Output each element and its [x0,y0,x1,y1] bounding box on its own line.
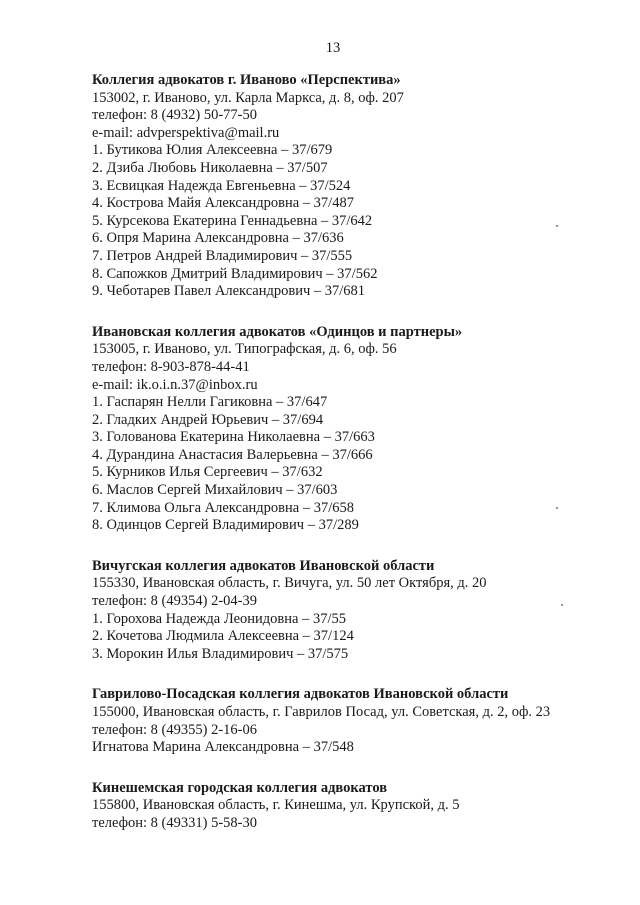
org-title: Ивановская коллегия адвокатов «Одинцов и партнеры» [92,323,463,340]
org-phone: телефон: 8-903-878-44-41 [92,358,250,375]
org-section [92,558,622,664]
page-number: 13 [325,40,341,56]
org-title: Вичугская коллегия адвокатов Ивановской области [92,557,435,574]
member-item: 1. Гаспарян Нелли Гагиковна – 37/647 [92,394,328,411]
member-item: 5. Курсекова Екатерина Геннадьевна – 37/642 [92,212,373,229]
scan-speck [556,225,558,227]
member-item: 3. Есвицкая Надежда Евгеньевна – 37/524 [92,177,351,194]
member-item: 2. Дзиба Любовь Николаевна – 37/507 [92,159,328,176]
member-item: 3. Голованова Екатерина Николаевна – 37/663 [92,429,375,446]
member-item: 4. Кострова Майя Александровна – 37/487 [92,195,354,212]
member-item: 6. Опря Марина Александровна – 37/636 [92,230,344,247]
member-item: 7. Петров Андрей Владимирович – 37/555 [92,247,353,264]
member-item: 9. Чеботарев Павел Александрович – 37/681 [92,283,366,300]
org-email: e-mail: ik.o.i.n.37@inbox.ru [92,376,258,393]
member-item: 2. Гладких Андрей Юрьевич – 37/694 [92,411,324,428]
org-title: Кинешемская городская коллегия адвокатов [92,779,388,796]
org-phone: телефон: 8 (4932) 50-77-50 [92,107,257,124]
org-section [92,72,622,301]
member-item: 1. Бутикова Юлия Алексеевна – 37/679 [92,142,333,159]
member-item: 1. Горохова Надежда Леонидовна – 37/55 [92,610,346,627]
member-item: 2. Кочетова Людмила Алексеевна – 37/124 [92,628,354,645]
org-phone: телефон: 8 (49355) 2-16-06 [92,721,257,738]
org-section [92,324,622,535]
member-item: 5. Курников Илья Сергеевич – 37/632 [92,464,323,481]
member-item: 7. Климова Ольга Александровна – 37/658 [92,499,354,516]
member-item: 3. Морокин Илья Владимирович – 37/575 [92,645,349,662]
org-phone: телефон: 8 (49331) 5-58-30 [92,814,257,831]
org-address: 155330, Ивановская область, г. Вичуга, ул. 50 лет Октября, д. 20 [92,575,487,592]
org-phone: телефон: 8 (49354) 2-04-39 [92,593,257,610]
member-item: 8. Одинцов Сергей Владимирович – 37/289 [92,517,359,534]
member-item: 8. Сапожков Дмитрий Владимирович – 37/562 [92,265,378,282]
member-item: 4. Дурандина Анастасия Валерьевна – 37/666 [92,446,373,463]
org-title: Гаврилово-Посадская коллегия адвокатов Ивановской области [92,686,509,703]
org-section [92,780,622,833]
org-section [92,686,622,756]
document-body [92,72,622,856]
member-item: 6. Маслов Сергей Михайлович – 37/603 [92,482,338,499]
scan-speck [561,604,563,606]
org-email: e-mail: advperspektiva@mail.ru [92,124,280,141]
member-item: Игнатова Марина Александровна – 37/548 [92,739,354,756]
org-address: 153005, г. Иваново, ул. Типографская, д. 6, оф. 56 [92,341,397,358]
org-title: Коллегия адвокатов г. Иваново «Перспектива» [92,72,401,88]
org-address: 153002, г. Иваново, ул. Карла Маркса, д. 8, оф. 207 [92,89,404,106]
org-address: 155800, Ивановская область, г. Кинешма, ул. Крупской, д. 5 [92,797,460,814]
scan-speck [556,507,558,509]
org-address: 155000, Ивановская область, г. Гаврилов Посад, ул. Советская, д. 2, оф. 23 [92,704,551,720]
